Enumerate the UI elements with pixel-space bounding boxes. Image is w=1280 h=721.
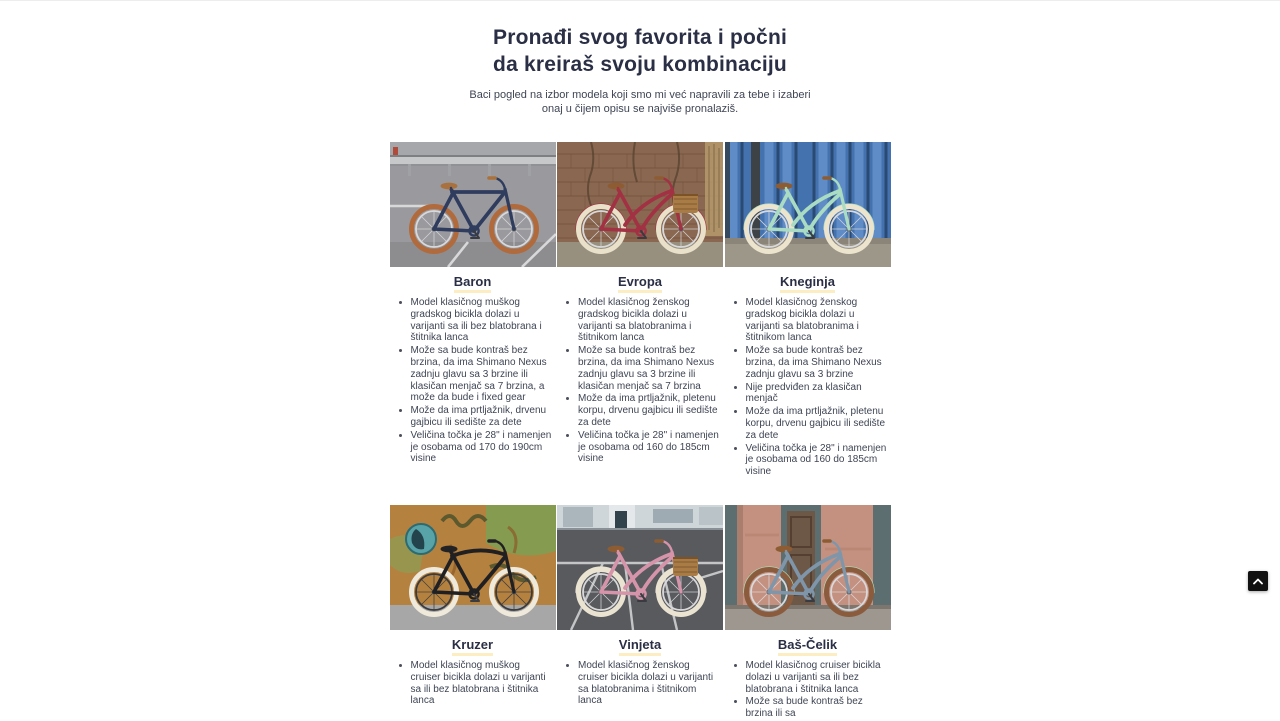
bike-feature-list [399, 660, 552, 707]
bike-model-title [725, 274, 891, 289]
bike-model-title [557, 637, 723, 652]
bike-model-title-text: Baš-Čelik [778, 637, 837, 656]
bike-model-title-text: Kneginja [780, 274, 835, 293]
saddle [775, 183, 792, 190]
bike-feature-item: • Može da ima prtljažnik, pletenu korpu, drvenu gajbicu ili sedište za dete [746, 406, 887, 441]
bike-grid [390, 142, 891, 721]
bike-card[interactable] [557, 142, 723, 479]
bike-feature-item: • Model klasičnog muškog cruiser bicikla dolazi u varijanti sa ili bez blatobrana i štitnika lanca [411, 660, 552, 707]
bike-photo-illustration [557, 142, 723, 267]
bike-model-title-text: Baron [454, 274, 492, 293]
bike-feature-list [566, 660, 719, 707]
bike-image [390, 505, 556, 630]
section-subtitle: Baci pogled na izbor modela koji smo mi već napravili za tebe i izaberi onaj u čijem opisu se najviše pronalaziš. [462, 88, 818, 116]
bike-model-title [390, 637, 556, 652]
bike-feature-list [734, 660, 887, 720]
section-heading-line1: Pronađi svog favorita i počni [0, 24, 1280, 51]
bike-image [725, 505, 891, 630]
bike-feature-item: • Model klasičnog ženskog gradskog bicikla dolazi u varijanti sa blatobranima i štitnikom lanca [746, 297, 887, 344]
section-heading [0, 24, 1280, 78]
wicker-basket [673, 557, 698, 576]
wicker-basket [673, 194, 698, 213]
bike-feature-item: • Može sa bude kontraš bez brzina, da ima Shimano Nexus zadnju glavu sa 3 brzine ili klasičan menjač sa 7 brzina, a može da bude i fixed gear [411, 345, 552, 404]
bike-image [725, 142, 891, 267]
bike-feature-item: • Može da ima prtljažnik, pletenu korpu, drvenu gajbicu ili sedište za dete [578, 393, 719, 428]
bike-photo-illustration [725, 142, 891, 267]
bike-feature-item: • Može sa bude kontraš bez brzina, da ima Shimano Nexus zadnju glavu sa 3 brzine ili klasičan menjač sa 7 brzina [578, 345, 719, 392]
saddle [775, 546, 792, 553]
bike-feature-item: • Može sa bude kontraš bez brzina, da ima Shimano Nexus zadnju glavu sa 3 brzine [746, 345, 887, 380]
bike-model-title-text: Kruzer [452, 637, 493, 656]
scroll-to-top-button[interactable] [1248, 571, 1268, 591]
section-heading-line2: da kreiraš svoju kombinaciju [0, 51, 1280, 78]
bike-feature-item: • Nije predviđen za klasičan menjač [746, 382, 887, 406]
bike-model-title [390, 274, 556, 289]
bike-feature-item: • Može sa bude kontraš bez brzina ili sa [746, 696, 887, 720]
saddle [608, 183, 625, 190]
bike-feature-item: • Veličina točka je 28" i namenjen je osobama od 160 do 185cm visine [578, 430, 719, 465]
bike-image [557, 142, 723, 267]
bike-feature-item: • Model klasičnog muškog gradskog bicikla dolazi u varijanti sa ili bez blatobrana i štitnika lanca [411, 297, 552, 344]
saddle [440, 546, 457, 553]
bike-feature-item: • Može da ima prtljažnik, drvenu gajbicu ili sedište za dete [411, 405, 552, 429]
bike-photo-illustration [725, 505, 891, 630]
bike-image [557, 505, 723, 630]
bike-feature-list [399, 297, 552, 465]
bike-feature-item: • Model klasičnog cruiser bicikla dolazi u varijanti sa ili bez blatobrana i štitnika lanca [746, 660, 887, 695]
bike-feature-item: • Veličina točka je 28" i namenjen je osobama od 160 do 185cm visine [746, 443, 887, 478]
bike-card[interactable] [390, 142, 556, 479]
bike-model-title [725, 637, 891, 652]
bike-card[interactable] [725, 142, 891, 479]
bike-feature-list [566, 297, 719, 465]
bike-card[interactable] [725, 505, 891, 721]
bike-feature-item: • Veličina točka je 28" i namenjen je osobama od 170 do 190cm visine [411, 430, 552, 465]
bike-feature-item: • Model klasičnog ženskog cruiser bicikla dolazi u varijanti sa blatobranima i štitnikom lanca [578, 660, 719, 707]
bike-model-title-text: Evropa [618, 274, 662, 293]
bike-model-title-text: Vinjeta [619, 637, 661, 656]
parking-lot-buildings-scene [557, 505, 723, 630]
chevron-up-icon [1253, 578, 1263, 585]
bike-image [390, 142, 556, 267]
bike-photo-illustration [390, 505, 556, 630]
bike-model-title [557, 274, 723, 289]
saddle [608, 546, 625, 553]
saddle [440, 183, 457, 190]
bike-card[interactable] [557, 505, 723, 721]
models-section [0, 3, 1280, 721]
bike-feature-item: • Model klasičnog ženskog gradskog bicikla dolazi u varijanti sa blatobranima i štitnikom lanca [578, 297, 719, 344]
bike-feature-list [734, 297, 887, 478]
bike-photo-illustration [557, 505, 723, 630]
bike-photo-illustration [390, 142, 556, 267]
bike-card[interactable] [390, 505, 556, 721]
